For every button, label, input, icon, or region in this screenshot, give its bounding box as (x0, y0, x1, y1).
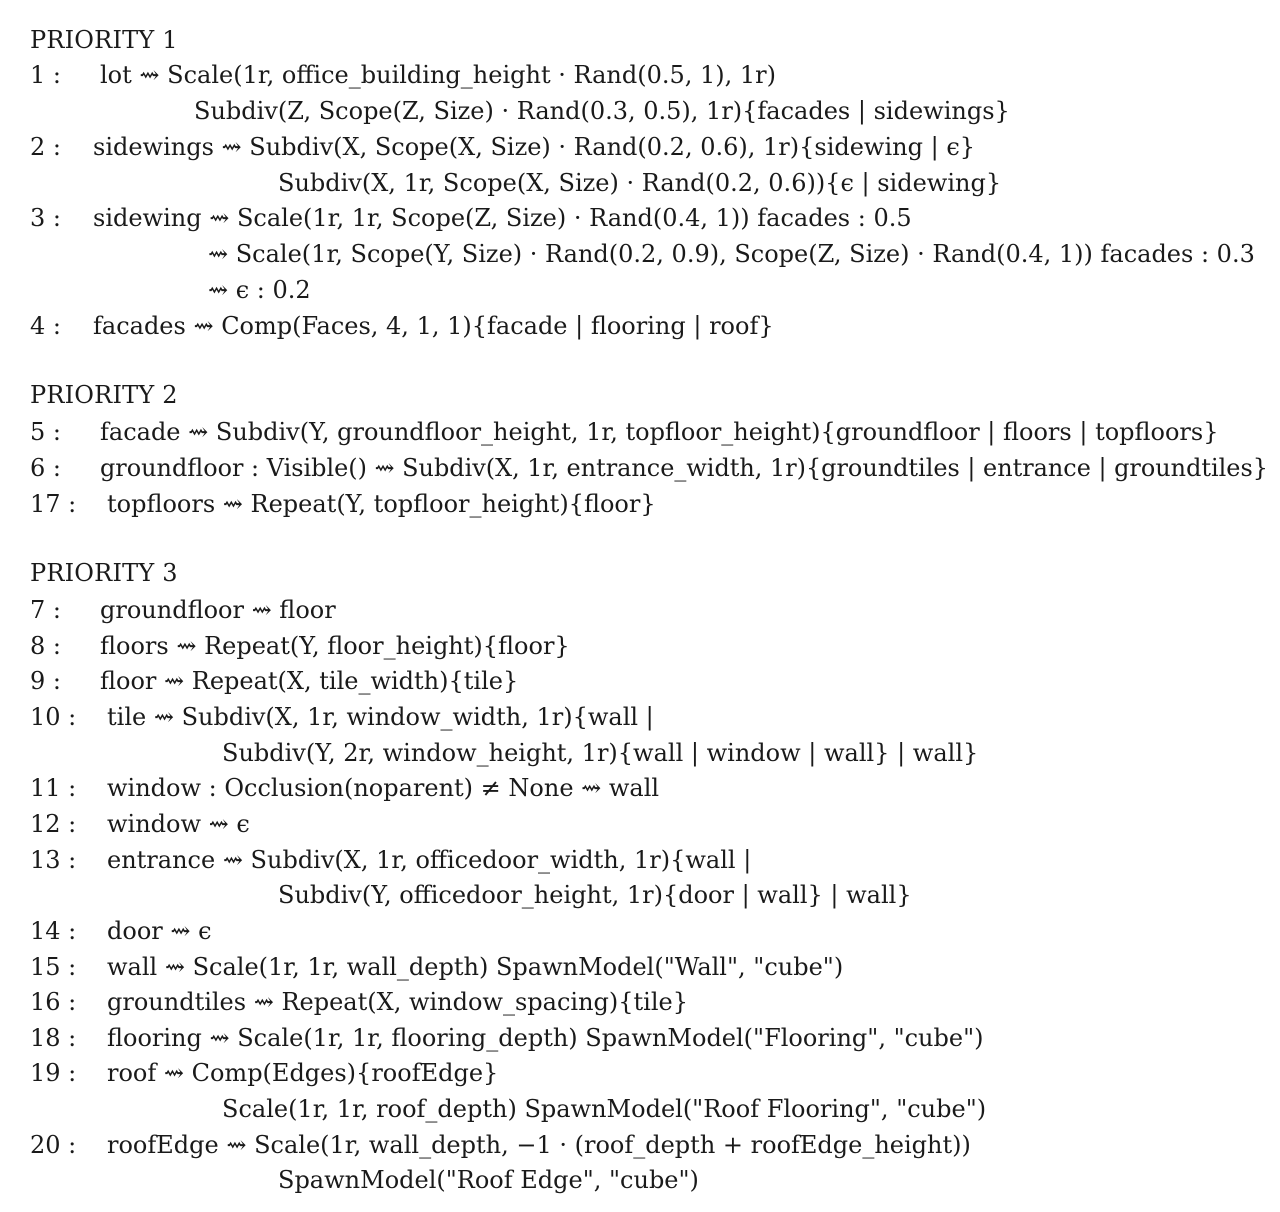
rule-line: lot ⇝ Scale(1r, office_building_height · Rand(0.5, 1), 1r) (100, 61, 777, 89)
rule-number: 4 : (30, 312, 61, 340)
rule-line: Subdiv(Y, officedoor_height, 1r){door | wall} | wall} (278, 881, 912, 909)
rule-number: 1 : (30, 61, 61, 89)
section-heading-priority-3: PRIORITY 3 (30, 559, 178, 587)
rule-line: ⇝ ϵ : 0.2 (208, 276, 311, 304)
rule-line: facade ⇝ Subdiv(Y, groundfloor_height, 1r, topfloor_height){groundfloor | floors | topfloors} (100, 418, 1219, 446)
rule-number: 9 : (30, 667, 61, 695)
rule-number: 16 : (30, 988, 77, 1016)
rule-line: Subdiv(Y, 2r, window_height, 1r){wall | window | wall} | wall} (222, 739, 979, 767)
rule-number: 7 : (30, 596, 61, 624)
rule-number: 3 : (30, 204, 61, 232)
rule-line: facades ⇝ Comp(Faces, 4, 1, 1){facade | flooring | roof} (93, 312, 774, 340)
rule-line: sidewing ⇝ Scale(1r, 1r, Scope(Z, Size) · Rand(0.4, 1)) facades : 0.5 (93, 204, 912, 232)
rule-line: window : Occlusion(noparent) ≠ None ⇝ wall (107, 774, 660, 802)
rule-number: 13 : (30, 846, 77, 874)
rule-line: groundfloor : Visible() ⇝ Subdiv(X, 1r, entrance_width, 1r){groundtiles | entrance | groundtiles} (100, 454, 1268, 482)
rule-number: 19 : (30, 1059, 77, 1087)
rule-line: roofEdge ⇝ Scale(1r, wall_depth, −1 · (roof_depth + roofEdge_height)) (107, 1131, 971, 1159)
rule-line: SpawnModel("Roof Edge", "cube") (278, 1166, 699, 1194)
rule-line: flooring ⇝ Scale(1r, 1r, flooring_depth) SpawnModel("Flooring", "cube") (107, 1024, 984, 1052)
rule-line: Scale(1r, 1r, roof_depth) SpawnModel("Roof Flooring", "cube") (222, 1095, 987, 1123)
rule-line: entrance ⇝ Subdiv(X, 1r, officedoor_width, 1r){wall | (107, 846, 752, 874)
rule-line: ⇝ Scale(1r, Scope(Y, Size) · Rand(0.2, 0.9), Scope(Z, Size) · Rand(0.4, 1)) facades : 0.3 (208, 240, 1255, 268)
rule-number: 11 : (30, 774, 77, 802)
rule-line: topfloors ⇝ Repeat(Y, topfloor_height){floor} (107, 490, 656, 518)
section-heading-priority-1: PRIORITY 1 (30, 26, 178, 54)
rule-line: Subdiv(Z, Scope(Z, Size) · Rand(0.3, 0.5), 1r){facades | sidewings} (194, 97, 1010, 125)
rule-line: door ⇝ ϵ (107, 917, 212, 945)
rule-number: 20 : (30, 1131, 77, 1159)
rule-number: 5 : (30, 418, 61, 446)
rule-number: 12 : (30, 810, 77, 838)
rule-line: tile ⇝ Subdiv(X, 1r, window_width, 1r){wall | (107, 703, 654, 731)
rule-line: wall ⇝ Scale(1r, 1r, wall_depth) SpawnModel("Wall", "cube") (107, 953, 844, 981)
rule-line: floors ⇝ Repeat(Y, floor_height){floor} (100, 632, 570, 660)
rule-number: 8 : (30, 632, 61, 660)
rule-number: 15 : (30, 953, 77, 981)
rule-number: 14 : (30, 917, 77, 945)
rule-number: 6 : (30, 454, 61, 482)
section-heading-priority-2: PRIORITY 2 (30, 381, 178, 409)
rule-number: 18 : (30, 1024, 77, 1052)
rule-line: groundtiles ⇝ Repeat(X, window_spacing){tile} (107, 988, 689, 1016)
rule-line: window ⇝ ϵ (107, 810, 250, 838)
rule-number: 10 : (30, 703, 77, 731)
rule-line: floor ⇝ Repeat(X, tile_width){tile} (100, 667, 519, 695)
rule-line: roof ⇝ Comp(Edges){roofEdge} (107, 1059, 499, 1087)
rule-line: Subdiv(X, 1r, Scope(X, Size) · Rand(0.2, 0.6)){ϵ | sidewing} (278, 169, 1002, 197)
rule-number: 2 : (30, 133, 61, 161)
rule-number: 17 : (30, 490, 77, 518)
rule-line: groundfloor ⇝ floor (100, 596, 336, 624)
rule-line: sidewings ⇝ Subdiv(X, Scope(X, Size) · Rand(0.2, 0.6), 1r){sidewing | ϵ} (93, 133, 976, 161)
